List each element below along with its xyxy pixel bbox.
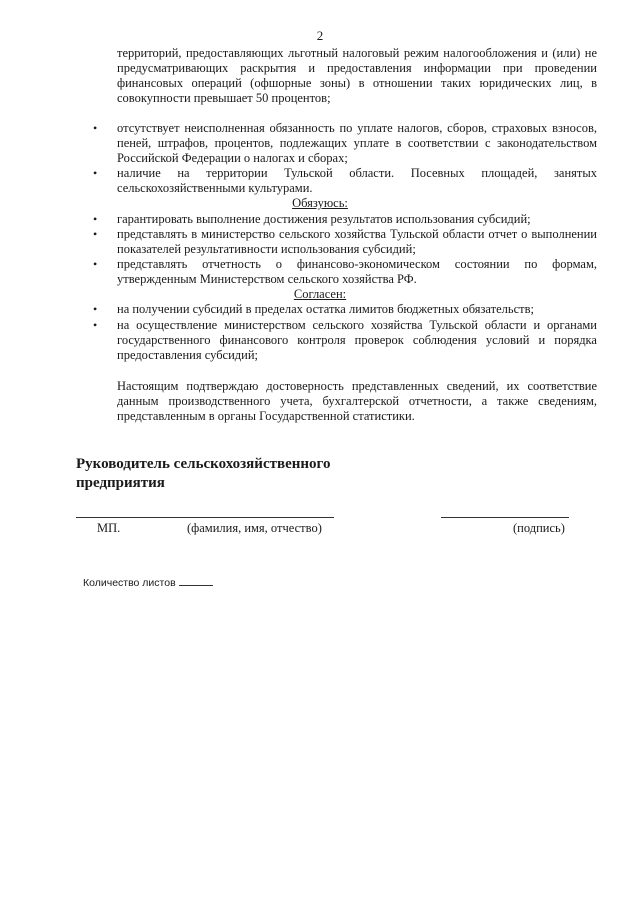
obligation-item — [93, 227, 597, 257]
bullet-icon: • — [93, 318, 98, 332]
consent-text: на получении субсидий в пределах остатка лимитов бюджетных обязательств; — [117, 302, 534, 316]
consent-item — [93, 318, 597, 363]
director-title-line: предприятия — [76, 475, 165, 491]
consent-text: на осуществление министерством сельского хозяйства Тульской области и органами государственного финансового контроля проверок соблюдения условий и порядка предоставления субсидий; — [117, 318, 597, 362]
condition-item — [93, 121, 597, 166]
sheets-count — [83, 575, 213, 589]
bullet-icon: • — [93, 227, 98, 241]
name-label: (фамилия, имя, отчество) — [187, 521, 322, 535]
signature-line — [441, 517, 569, 518]
obligation-text: представлять в министерство сельского хозяйства Тульской области отчет о выполнении показателей результативности использования субсидий; — [117, 227, 597, 256]
stamp-label: МП. — [97, 521, 121, 535]
signature-label: (подпись) — [513, 521, 565, 535]
bullet-icon: • — [93, 166, 98, 180]
intro-continuation: территорий, предоставляющих льготный налоговый режим налогообложения и (или) не предусматривающих раскрытия и предоставления информации при проведении финансовых операций (офшорные зоны) в отношении таких юридических лиц, в совокупности превышает 50 процентов; — [117, 46, 597, 105]
consent-item — [93, 302, 597, 317]
bullet-icon: • — [93, 302, 98, 316]
director-title-line: Руководитель сельскохозяйственного — [76, 456, 331, 472]
condition-text: отсутствует неисполненная обязанность по уплате налогов, сборов, страховых взносов, пеней, штрафов, процентов, подлежащих уплате в соответствии с законодательством Российской Федерации о налогах и сборах; — [117, 121, 597, 165]
consent-heading: Согласен: — [293, 287, 347, 301]
bullet-icon: • — [93, 257, 98, 271]
confirmation-paragraph: Настоящим подтверждаю достоверность представленных сведений, их соответствие данным производственного учета, бухгалтерской отчетности, а также сведениям, представленным в органы Государственной статистики. — [117, 379, 597, 423]
sheets-blank-line — [179, 575, 213, 586]
bullet-icon: • — [93, 212, 98, 226]
obligation-text: представлять отчетность о финансово-экономическом состоянии по формам, утвержденным Министерством сельского хозяйства РФ. — [117, 257, 597, 286]
condition-item — [93, 166, 597, 196]
sheets-label: Количество листов — [83, 577, 176, 589]
obligation-text: гарантировать выполнение достижения результатов использования субсидий; — [117, 212, 531, 226]
obligation-item — [93, 212, 597, 227]
obligations-heading: Обязуюсь: — [292, 196, 348, 210]
name-signature-line — [76, 517, 334, 518]
bullet-icon: • — [93, 121, 98, 135]
obligation-item — [93, 257, 597, 287]
page-number: 2 — [316, 28, 324, 43]
director-title — [76, 455, 330, 493]
condition-text: наличие на территории Тульской области. Посевных площадей, занятых сельскохозяйственными культурами. — [117, 166, 597, 195]
